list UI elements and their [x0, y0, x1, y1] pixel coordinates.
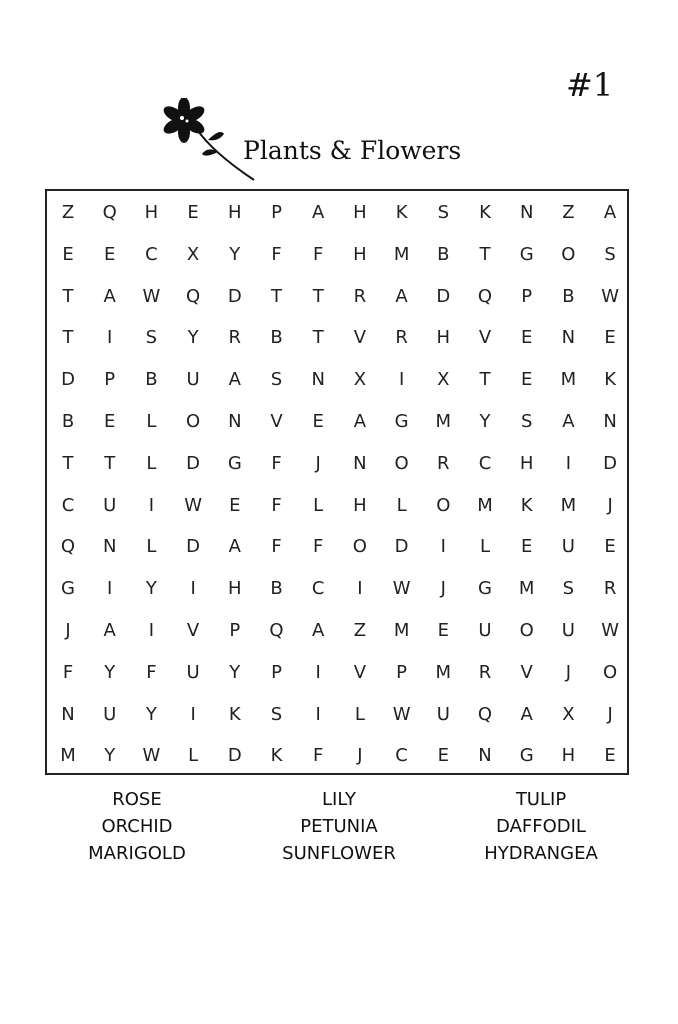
grid-cell[interactable]: L	[354, 703, 365, 725]
grid-cell[interactable]: H	[144, 202, 159, 223]
grid-cell[interactable]: K	[520, 494, 533, 516]
grid-cell[interactable]: U	[186, 369, 200, 391]
grid-cell[interactable]: Q	[269, 620, 284, 641]
grid-cell[interactable]: A	[228, 536, 241, 558]
grid-cell[interactable]: I	[440, 536, 446, 558]
grid-cell[interactable]: B	[145, 369, 158, 391]
grid-cell[interactable]: Z	[562, 202, 575, 223]
grid-cell[interactable]: U	[103, 703, 117, 725]
grid-cell[interactable]: U	[186, 661, 200, 683]
grid-cell[interactable]: S	[520, 411, 533, 432]
grid-cell[interactable]: D	[394, 536, 409, 558]
grid-cell[interactable]: T	[62, 327, 74, 349]
grid-cell[interactable]: I	[190, 578, 196, 600]
grid-cell[interactable]: H	[353, 202, 367, 223]
grid-cell[interactable]: L	[146, 536, 157, 558]
grid-cell[interactable]: B	[61, 411, 75, 432]
grid-cell[interactable]: F	[271, 536, 282, 558]
grid-cell[interactable]: C	[61, 494, 75, 516]
grid-cell[interactable]: A	[103, 620, 116, 641]
grid-cell[interactable]: C	[145, 243, 158, 265]
grid-cell[interactable]: T	[312, 285, 324, 307]
grid-cell[interactable]: Y	[104, 745, 116, 767]
grid-cell[interactable]: N	[102, 536, 117, 558]
grid-cell[interactable]: L	[396, 494, 407, 516]
grid-cell[interactable]: A	[103, 285, 116, 307]
grid-cell[interactable]: T	[104, 452, 116, 474]
grid-cell[interactable]: T	[312, 327, 324, 349]
grid-cell[interactable]: B	[437, 243, 450, 265]
grid-cell[interactable]: W	[142, 285, 161, 307]
grid-cell[interactable]: F	[313, 745, 324, 767]
grid-cell[interactable]: I	[148, 620, 155, 641]
grid-cell[interactable]: V	[186, 620, 200, 641]
grid-cell[interactable]: O	[603, 661, 618, 683]
puzzle-title: Plants & Flowers	[243, 136, 462, 165]
puzzle-header	[160, 98, 460, 188]
grid-cell[interactable]: B	[270, 578, 283, 600]
grid-cell[interactable]: E	[312, 411, 324, 432]
grid-cell[interactable]: V	[353, 661, 367, 683]
grid-cell[interactable]: W	[392, 578, 411, 600]
word-list-item: MARIGOLD	[88, 843, 186, 864]
grid-cell[interactable]: F	[271, 494, 282, 516]
grid-cell[interactable]: C	[311, 578, 325, 600]
grid-cell[interactable]: L	[188, 745, 199, 767]
grid-cell[interactable]: D	[61, 369, 75, 391]
grid-cell[interactable]: A	[395, 285, 408, 307]
grid-cell[interactable]: J	[315, 452, 321, 474]
grid-cell[interactable]: P	[521, 285, 533, 307]
grid-cell[interactable]: Y	[145, 703, 157, 725]
grid-cell[interactable]: J	[357, 745, 363, 767]
grid-cell[interactable]: W	[392, 703, 411, 725]
grid-cell[interactable]: E	[187, 202, 199, 223]
grid-cell[interactable]: N	[228, 411, 242, 432]
grid-cell[interactable]: O	[561, 243, 576, 265]
grid-cell[interactable]: V	[478, 327, 492, 349]
grid-cell[interactable]: F	[313, 536, 324, 558]
grid-cell[interactable]: D	[436, 285, 451, 307]
grid-cell[interactable]: U	[103, 494, 117, 516]
grid-cell[interactable]: T	[62, 285, 74, 307]
grid-cell[interactable]: H	[353, 494, 367, 516]
grid-cell[interactable]: D	[186, 536, 201, 558]
grid-cell[interactable]: N	[561, 327, 576, 349]
grid-cell[interactable]: L	[479, 536, 491, 558]
grid-cell[interactable]: P	[271, 202, 282, 223]
grid-cell[interactable]: G	[478, 578, 492, 600]
grid-cell[interactable]: O	[519, 620, 534, 641]
grid-cell[interactable]: N	[603, 411, 617, 432]
grid-cell[interactable]: U	[436, 703, 450, 725]
grid-cell[interactable]: T	[479, 243, 491, 265]
grid-cell[interactable]: W	[142, 745, 161, 767]
grid-cell[interactable]: O	[352, 536, 367, 558]
grid-cell[interactable]: F	[271, 243, 282, 265]
grid-cell[interactable]: J	[607, 494, 613, 516]
grid-cell[interactable]: R	[228, 327, 242, 349]
grid-cell[interactable]: S	[604, 243, 616, 265]
grid-cell[interactable]: G	[394, 411, 409, 432]
grid-cell[interactable]: I	[148, 494, 155, 516]
grid-cell[interactable]: A	[603, 202, 617, 223]
grid-cell[interactable]: X	[186, 243, 200, 265]
grid-cell[interactable]: C	[395, 745, 408, 767]
grid-cell[interactable]: H	[519, 452, 534, 474]
grid-cell[interactable]: Q	[60, 536, 76, 558]
grid-cell[interactable]: I	[565, 452, 572, 474]
grid-cell[interactable]: G	[61, 578, 75, 600]
grid-cell[interactable]: K	[604, 369, 616, 391]
grid-cell[interactable]: S	[437, 202, 450, 223]
grid-cell[interactable]: R	[395, 327, 408, 349]
grid-cell[interactable]: X	[353, 369, 367, 391]
grid-cell[interactable]: A	[312, 202, 325, 223]
grid-cell[interactable]: Z	[61, 202, 75, 223]
grid-cell[interactable]: S	[270, 369, 283, 391]
grid-cell[interactable]: Q	[477, 285, 493, 307]
grid-cell[interactable]: I	[315, 703, 321, 725]
grid-cell[interactable]: A	[228, 369, 241, 391]
grid-cell[interactable]: T	[62, 452, 74, 474]
grid-cell[interactable]: K	[228, 703, 241, 725]
grid-cell[interactable]: L	[146, 452, 157, 474]
grid-cell[interactable]: T	[479, 369, 491, 391]
grid-cell[interactable]: P	[104, 369, 116, 391]
grid-cell[interactable]: E	[521, 536, 533, 558]
grid-cell[interactable]: Y	[104, 661, 116, 683]
grid-cell[interactable]: B	[562, 285, 575, 307]
grid-cell[interactable]: R	[353, 285, 367, 307]
grid-cell[interactable]: D	[227, 285, 242, 307]
grid-cell[interactable]: K	[395, 202, 408, 223]
word-list-item: LILY	[322, 789, 356, 810]
grid-cell[interactable]: Y	[229, 661, 241, 683]
grid-cell[interactable]: A	[312, 620, 325, 641]
grid-cell[interactable]: S	[145, 327, 158, 349]
grid-cell[interactable]: V	[270, 411, 283, 432]
grid-cell[interactable]: M	[60, 745, 76, 767]
grid-cell[interactable]: H	[228, 578, 242, 600]
grid-cell[interactable]: E	[521, 369, 533, 391]
grid-cell[interactable]: K	[479, 202, 491, 223]
grid-cell[interactable]: J	[440, 578, 446, 600]
grid-cell[interactable]: C	[478, 452, 492, 474]
grid-cell[interactable]: L	[146, 411, 157, 432]
grid-cell[interactable]: X	[437, 369, 450, 391]
grid-cell[interactable]: A	[520, 703, 533, 725]
grid-cell[interactable]: J	[65, 620, 71, 641]
grid-cell[interactable]: Y	[145, 578, 157, 600]
grid-cell[interactable]: M	[393, 620, 410, 641]
grid-cell[interactable]: S	[270, 703, 283, 725]
grid-cell[interactable]: F	[271, 452, 282, 474]
grid-cell[interactable]: N	[311, 369, 325, 391]
grid-cell[interactable]: G	[519, 243, 534, 265]
grid-cell[interactable]: H	[353, 243, 367, 265]
grid-cell[interactable]: E	[521, 327, 533, 349]
grid-cell[interactable]: I	[315, 661, 321, 683]
grid-cell[interactable]: O	[186, 411, 201, 432]
grid-cell[interactable]: M	[477, 494, 493, 516]
grid-cell[interactable]: H	[228, 202, 242, 223]
grid-cell[interactable]: I	[357, 578, 363, 600]
word-list-item: TULIP	[515, 789, 567, 810]
grid-cell[interactable]: P	[271, 661, 282, 683]
grid-cell[interactable]: G	[519, 745, 534, 767]
grid-cell[interactable]: D	[186, 452, 201, 474]
grid-cell[interactable]: M	[435, 411, 452, 432]
grid-cell[interactable]: N	[353, 452, 367, 474]
grid-cell[interactable]: Q	[186, 285, 201, 307]
grid-cell[interactable]: N	[519, 202, 534, 223]
grid-cell[interactable]: M	[435, 661, 452, 683]
grid-cell[interactable]: U	[561, 536, 575, 558]
grid-cell[interactable]: U	[561, 620, 575, 641]
grid-cell[interactable]: T	[271, 285, 282, 307]
grid-cell[interactable]: X	[562, 703, 575, 725]
grid-cell[interactable]: H	[561, 745, 576, 767]
word-list-item: PETUNIA	[300, 816, 378, 837]
grid-cell[interactable]: I	[107, 578, 113, 600]
grid-cell[interactable]: N	[478, 745, 492, 767]
grid-cell[interactable]: E	[229, 494, 241, 516]
grid-cell[interactable]: J	[607, 703, 613, 725]
grid-cell[interactable]: M	[393, 243, 410, 265]
grid-cell[interactable]: W	[601, 620, 619, 641]
grid-cell[interactable]: Q	[477, 703, 493, 725]
grid-cell[interactable]: O	[394, 452, 409, 474]
word-list-item: DAFFODIL	[496, 816, 586, 837]
grid-cell[interactable]: M	[518, 578, 535, 600]
letter-grid[interactable]	[45, 189, 629, 775]
grid-cell[interactable]: V	[520, 661, 533, 683]
grid-cell[interactable]: P	[396, 661, 408, 683]
grid-cell[interactable]: H	[436, 327, 451, 349]
grid-cell[interactable]: F	[313, 243, 324, 265]
grid-cell[interactable]: W	[184, 494, 202, 516]
grid-cell[interactable]: M	[560, 369, 577, 391]
word-list-item: ORCHID	[101, 816, 173, 837]
grid-cell[interactable]: E	[604, 536, 616, 558]
grid-cell[interactable]: Y	[187, 327, 199, 349]
grid-cell[interactable]: F	[146, 661, 157, 683]
grid-cell[interactable]: R	[437, 452, 450, 474]
grid-cell[interactable]: E	[104, 411, 116, 432]
grid-cell[interactable]: F	[62, 661, 74, 683]
grid-cell[interactable]: J	[565, 661, 572, 683]
grid-cell[interactable]: Q	[102, 202, 117, 223]
grid-cell[interactable]: N	[61, 703, 75, 725]
word-list-item: HYDRANGEA	[484, 843, 598, 864]
grid-cell[interactable]: P	[229, 620, 241, 641]
grid-cell[interactable]: E	[437, 745, 449, 767]
grid-cell[interactable]: D	[603, 452, 618, 474]
grid-cell[interactable]: O	[436, 494, 451, 516]
grid-cell[interactable]: U	[478, 620, 492, 641]
grid-cell[interactable]: V	[353, 327, 367, 349]
grid-cell[interactable]: E	[604, 745, 616, 767]
word-list-item: ROSE	[112, 789, 162, 810]
grid-cell[interactable]: A	[562, 411, 575, 432]
grid-cell[interactable]: W	[601, 285, 619, 307]
grid-cell[interactable]: I	[107, 327, 113, 349]
grid-cell[interactable]: Y	[479, 411, 491, 432]
grid-cell[interactable]: E	[604, 327, 616, 349]
grid-cell[interactable]: R	[478, 661, 492, 683]
grid-cell[interactable]: Y	[229, 243, 241, 265]
grid-cell[interactable]: E	[104, 243, 116, 265]
grid-cell[interactable]: L	[313, 494, 324, 516]
grid-cell[interactable]: S	[562, 578, 575, 600]
word-list-item: SUNFLOWER	[282, 843, 396, 864]
grid-cell[interactable]: E	[437, 620, 449, 641]
grid-cell[interactable]: G	[227, 452, 242, 474]
puzzle-number: #1	[566, 66, 614, 104]
grid-cell[interactable]: B	[270, 327, 283, 349]
grid-cell[interactable]: I	[398, 369, 405, 391]
grid-cell[interactable]: I	[190, 703, 196, 725]
grid-cell[interactable]: D	[227, 745, 242, 767]
grid-cell[interactable]: R	[603, 578, 617, 600]
grid-cell[interactable]: M	[560, 494, 577, 516]
grid-cell[interactable]: K	[270, 745, 283, 767]
grid-cell[interactable]: Z	[353, 620, 367, 641]
grid-cell[interactable]: A	[353, 411, 367, 432]
grid-cell[interactable]: E	[62, 243, 74, 265]
